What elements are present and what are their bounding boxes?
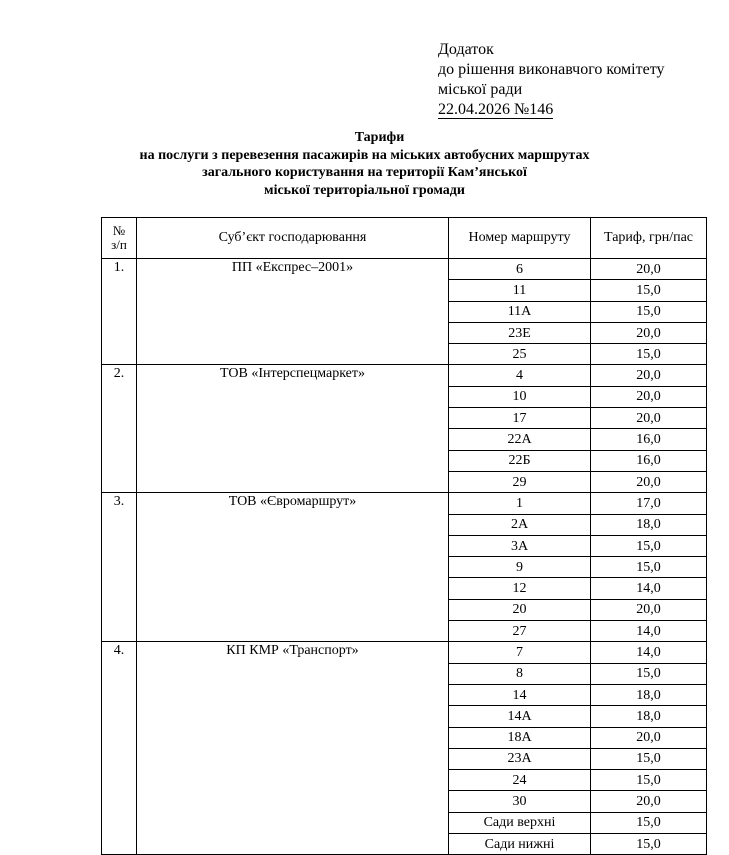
route-number: 22А [449, 429, 591, 450]
fare-value: 20,0 [591, 791, 707, 812]
operator-name: ТОВ «Інтерспецмаркет» [137, 365, 449, 493]
fare-value: 14,0 [591, 578, 707, 599]
route-number: 2А [449, 514, 591, 535]
fare-value: 15,0 [591, 663, 707, 684]
table-row [102, 642, 707, 663]
route-number: 24 [449, 770, 591, 791]
fare-value: 18,0 [591, 684, 707, 705]
route-number: 18А [449, 727, 591, 748]
fare-value: 20,0 [591, 365, 707, 386]
fare-value: 17,0 [591, 493, 707, 514]
route-number: 1 [449, 493, 591, 514]
route-number: 11 [449, 280, 591, 301]
fare-value: 15,0 [591, 834, 707, 855]
fare-value: 20,0 [591, 471, 707, 492]
appendix-title: Додаток [438, 41, 494, 58]
appendix-subtitle: до рішення виконавчого комітету [438, 61, 665, 78]
row-number: 2. [102, 365, 137, 493]
fare-value: 18,0 [591, 514, 707, 535]
fare-value: 20,0 [591, 599, 707, 620]
fare-value: 20,0 [591, 727, 707, 748]
table-header-row [102, 218, 707, 259]
header-number [102, 218, 137, 259]
fare-value: 16,0 [591, 429, 707, 450]
header-number-sign: № [112, 223, 126, 238]
header-fare: Тариф, грн/пас [591, 218, 707, 259]
table-row [102, 493, 707, 514]
route-number: Сади верхні [449, 812, 591, 833]
fare-value: 15,0 [591, 557, 707, 578]
route-number: 23А [449, 748, 591, 769]
route-number: 10 [449, 386, 591, 407]
operator-name: КП КМР «Транспорт» [137, 642, 449, 855]
fare-value: 20,0 [591, 386, 707, 407]
route-number: 27 [449, 621, 591, 642]
header-number-abbr: з/п [111, 237, 127, 252]
route-number: Сади нижні [449, 834, 591, 855]
title-line-3: міської територіальної громади [264, 182, 465, 198]
fare-value: 16,0 [591, 450, 707, 471]
fare-value: 15,0 [591, 812, 707, 833]
fare-value: 15,0 [591, 301, 707, 322]
route-number: 30 [449, 791, 591, 812]
table-body [102, 259, 707, 855]
title-line-2: загального користування на території Кам’янської [202, 165, 527, 180]
operator-name: ПП «Експрес–2001» [137, 259, 449, 365]
appendix-block [438, 40, 665, 120]
tariffs-table [101, 217, 707, 855]
route-number: 17 [449, 408, 591, 429]
table-row [102, 365, 707, 386]
document-title [0, 129, 729, 199]
route-number: 29 [449, 471, 591, 492]
route-number: 9 [449, 557, 591, 578]
fare-value: 15,0 [591, 770, 707, 791]
fare-value: 20,0 [591, 259, 707, 280]
row-number: 3. [102, 493, 137, 642]
route-number: 12 [449, 578, 591, 599]
fare-value: 14,0 [591, 621, 707, 642]
fare-value: 20,0 [591, 322, 707, 343]
fare-value: 15,0 [591, 748, 707, 769]
header-route: Номер маршруту [449, 218, 591, 259]
fare-value: 18,0 [591, 706, 707, 727]
route-number: 14 [449, 684, 591, 705]
route-number: 22Б [449, 450, 591, 471]
appendix-subtitle-2: міської ради [438, 81, 523, 98]
route-number: 11А [449, 301, 591, 322]
row-number: 4. [102, 642, 137, 855]
route-number: 20 [449, 599, 591, 620]
decision-date-number: 22.04.2026 №146 [438, 101, 554, 118]
route-number: 3А [449, 535, 591, 556]
fare-value: 14,0 [591, 642, 707, 663]
fare-value: 15,0 [591, 280, 707, 301]
route-number: 25 [449, 344, 591, 365]
fare-value: 15,0 [591, 535, 707, 556]
route-number: 6 [449, 259, 591, 280]
header-operator: Суб’єкт господарювання [137, 218, 449, 259]
title-line-1: на послуги з перевезення пасажирів на міських автобусних маршрутах [139, 147, 590, 163]
operator-name: ТОВ «Євромаршрут» [137, 493, 449, 642]
title-heading: Тарифи [354, 130, 405, 145]
route-number: 4 [449, 365, 591, 386]
route-number: 7 [449, 642, 591, 663]
table-row [102, 259, 707, 280]
fare-value: 20,0 [591, 408, 707, 429]
route-number: 23Е [449, 322, 591, 343]
route-number: 14А [449, 706, 591, 727]
row-number: 1. [102, 259, 137, 365]
fare-value: 15,0 [591, 344, 707, 365]
route-number: 8 [449, 663, 591, 684]
